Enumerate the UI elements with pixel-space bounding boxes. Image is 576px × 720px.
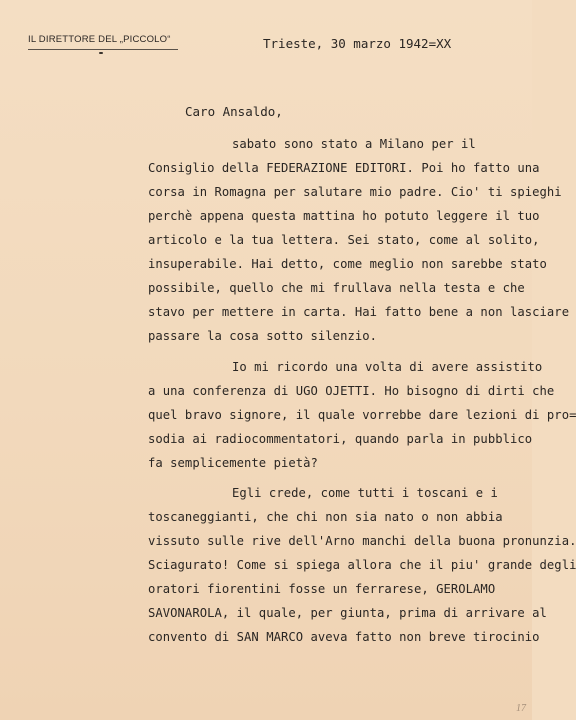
body-line: sabato sono stato a Milano per il	[232, 137, 476, 151]
body-line: sodia ai radiocommentatori, quando parla in pubblico	[148, 432, 533, 446]
body-line: toscaneggianti, che chi non sia nato o non abbia	[148, 510, 503, 524]
body-line: fa semplicemente pietà?	[148, 456, 318, 470]
body-line: a una conferenza di UGO OJETTI. Ho bisogno di dirti che	[148, 384, 555, 398]
body-line: SAVONAROLA, il quale, per giunta, prima di arrivare al	[148, 606, 547, 620]
letterhead: IL DIRETTORE DEL „PICCOLO“	[28, 34, 171, 45]
body-line: passare la cosa sotto silenzio.	[148, 329, 378, 343]
body-line: Sciagurato! Come si spiega allora che il piu' grande degli	[148, 558, 576, 572]
body-line: articolo e la tua lettera. Sei stato, come al solito,	[148, 233, 540, 247]
body-line: Egli crede, come tutti i toscani e i	[232, 486, 498, 500]
salutation: Caro Ansaldo,	[185, 104, 283, 119]
body-line: convento di SAN MARCO aveva fatto non breve tirocinio	[148, 630, 540, 644]
body-line: possibile, quello che mi frullava nella testa e che	[148, 281, 525, 295]
body-line: Io mi ricordo una volta di avere assistito	[232, 360, 543, 374]
body-line: vissuto sulle rive dell'Arno manchi della buona pronunzia.	[148, 534, 576, 548]
letterhead-ornament	[99, 52, 103, 54]
letterhead-rule	[28, 49, 178, 50]
body-line: stavo per mettere in carta. Hai fatto bene a non lasciare	[148, 305, 570, 319]
body-line: quel bravo signore, il quale vorrebbe dare lezioni di pro=	[148, 408, 576, 422]
body-line: perchè appena questa mattina ho potuto leggere il tuo	[148, 209, 540, 223]
body-line: insuperabile. Hai detto, come meglio non sarebbe stato	[148, 257, 547, 271]
body-line: Consiglio della FEDERAZIONE EDITORI. Poi ho fatto una	[148, 161, 540, 175]
body-line: oratori fiorentini fosse un ferrarese, GEROLAMO	[148, 582, 496, 596]
body-line: corsa in Romagna per salutare mio padre. Cio' ti spieghi	[148, 185, 562, 199]
page-number-mark: 17	[516, 703, 526, 714]
letter-date: Trieste, 30 marzo 1942=XX	[263, 36, 452, 51]
